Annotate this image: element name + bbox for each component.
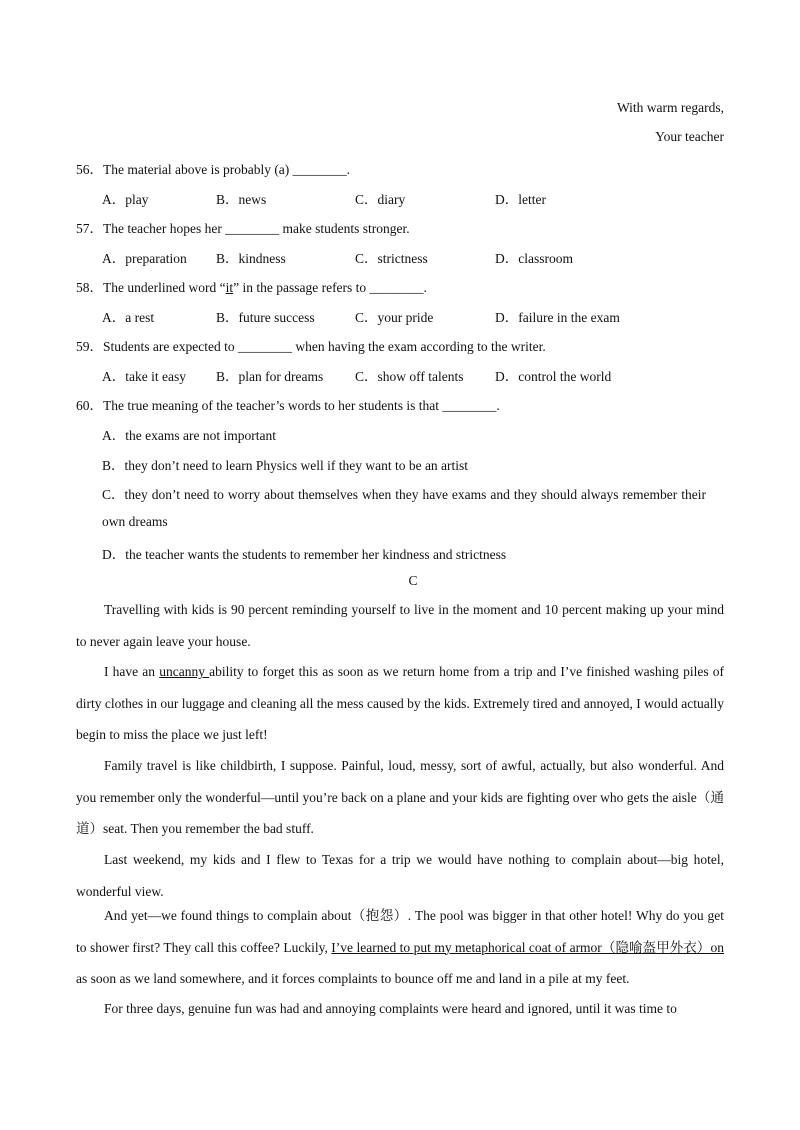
option: A．the exams are not important [102,428,276,443]
option: B．plan for dreams [216,369,324,384]
question-60 [76,394,500,414]
option: C．show off talents [355,369,464,384]
underlined-sentence: I’ve learned to put my metaphorical coat of armor（隐喻盔甲外衣）on [331,939,725,955]
closing-signature: Your teacher [655,129,724,144]
question-58 [76,276,427,296]
option: A．take it easy [102,369,186,384]
question-number: 56． [76,162,103,177]
passage-paragraph: Travelling with kids is 90 percent reminding yourself to live in the moment and 10 percent making up your mind to never again leave your house. [76,602,724,649]
question-number: 57． [76,221,103,236]
option: C．diary [355,192,406,207]
underlined-word: it [225,280,234,295]
option-continued: own dreams [102,514,168,529]
passage-paragraph: Last weekend, my kids and I flew to Texas for a trip we would have nothing to complain about—big hotel, wonderful view. [76,852,724,899]
section-heading: C [408,573,418,588]
question-text: The teacher hopes her ________ make students stronger. [103,221,410,236]
option: D．letter [495,192,546,207]
underlined-word: uncanny [159,664,210,679]
question-number: 60． [76,398,103,413]
option: A．a rest [102,310,155,325]
option: C．they don’t need to worry about themselves when they have exams and they should always remember their [102,487,706,502]
question-56 [76,158,350,178]
question-text: The material above is probably (a) ________. [103,162,351,177]
option: B．news [216,192,267,207]
option: C．strictness [355,251,428,266]
option: D．control the world [495,369,612,384]
passage-paragraph: And yet—we found things to complain about（抱怨）. The pool was bigger in that other hotel! Why do you get to shower first? They call this coffee? Luckily, I’ve learned to put my metaphorical coat of armor（隐喻盔甲外衣）on as soon as we land somewhere, and it forces complaints to bounce off me and land in a pile at my feet. [76,908,725,986]
option: A．play [102,192,149,207]
option: D．the teacher wants the students to remember her kindness and strictness [102,547,507,562]
question-text: ” in the passage refers to ________. [233,280,427,295]
question-text: The underlined word “ [103,280,226,295]
option: B．future success [216,310,315,325]
option: A．preparation [102,251,187,266]
option: D．failure in the exam [495,310,620,325]
question-number: 59． [76,339,103,354]
passage-paragraph: I have an uncanny ability to forget this as soon as we return home from a trip and I’ve finished washing piles of dirty clothes in our luggage and cleaning all the mess caused by the kids. Extremely tired and annoyed, I would actually begin to miss the place we just left! [76,664,724,742]
question-59 [76,335,546,355]
option: B．kindness [216,251,286,266]
question-number: 58． [76,280,103,295]
option: C．your pride [355,310,434,325]
option: D．classroom [495,251,573,266]
question-text: Students are expected to ________ when having the exam according to the writer. [103,339,546,354]
passage-paragraph: Family travel is like childbirth, I suppose. Painful, loud, messy, sort of awful, actually, but also wonderful. And you remember only the wonderful—until you’re back on a plane and your kids are fighting over who gets the aisle（通道）seat. Then you remember the bad stuff. [76,758,724,836]
closing-regards: With warm regards, [616,100,724,115]
option: B．they don’t need to learn Physics well if they want to be an artist [102,458,469,473]
passage-paragraph: For three days, genuine fun was had and annoying complaints were heard and ignored, until it was time to [104,1001,677,1016]
question-text: The true meaning of the teacher’s words to her students is that ________. [103,398,500,413]
question-57 [76,217,410,237]
